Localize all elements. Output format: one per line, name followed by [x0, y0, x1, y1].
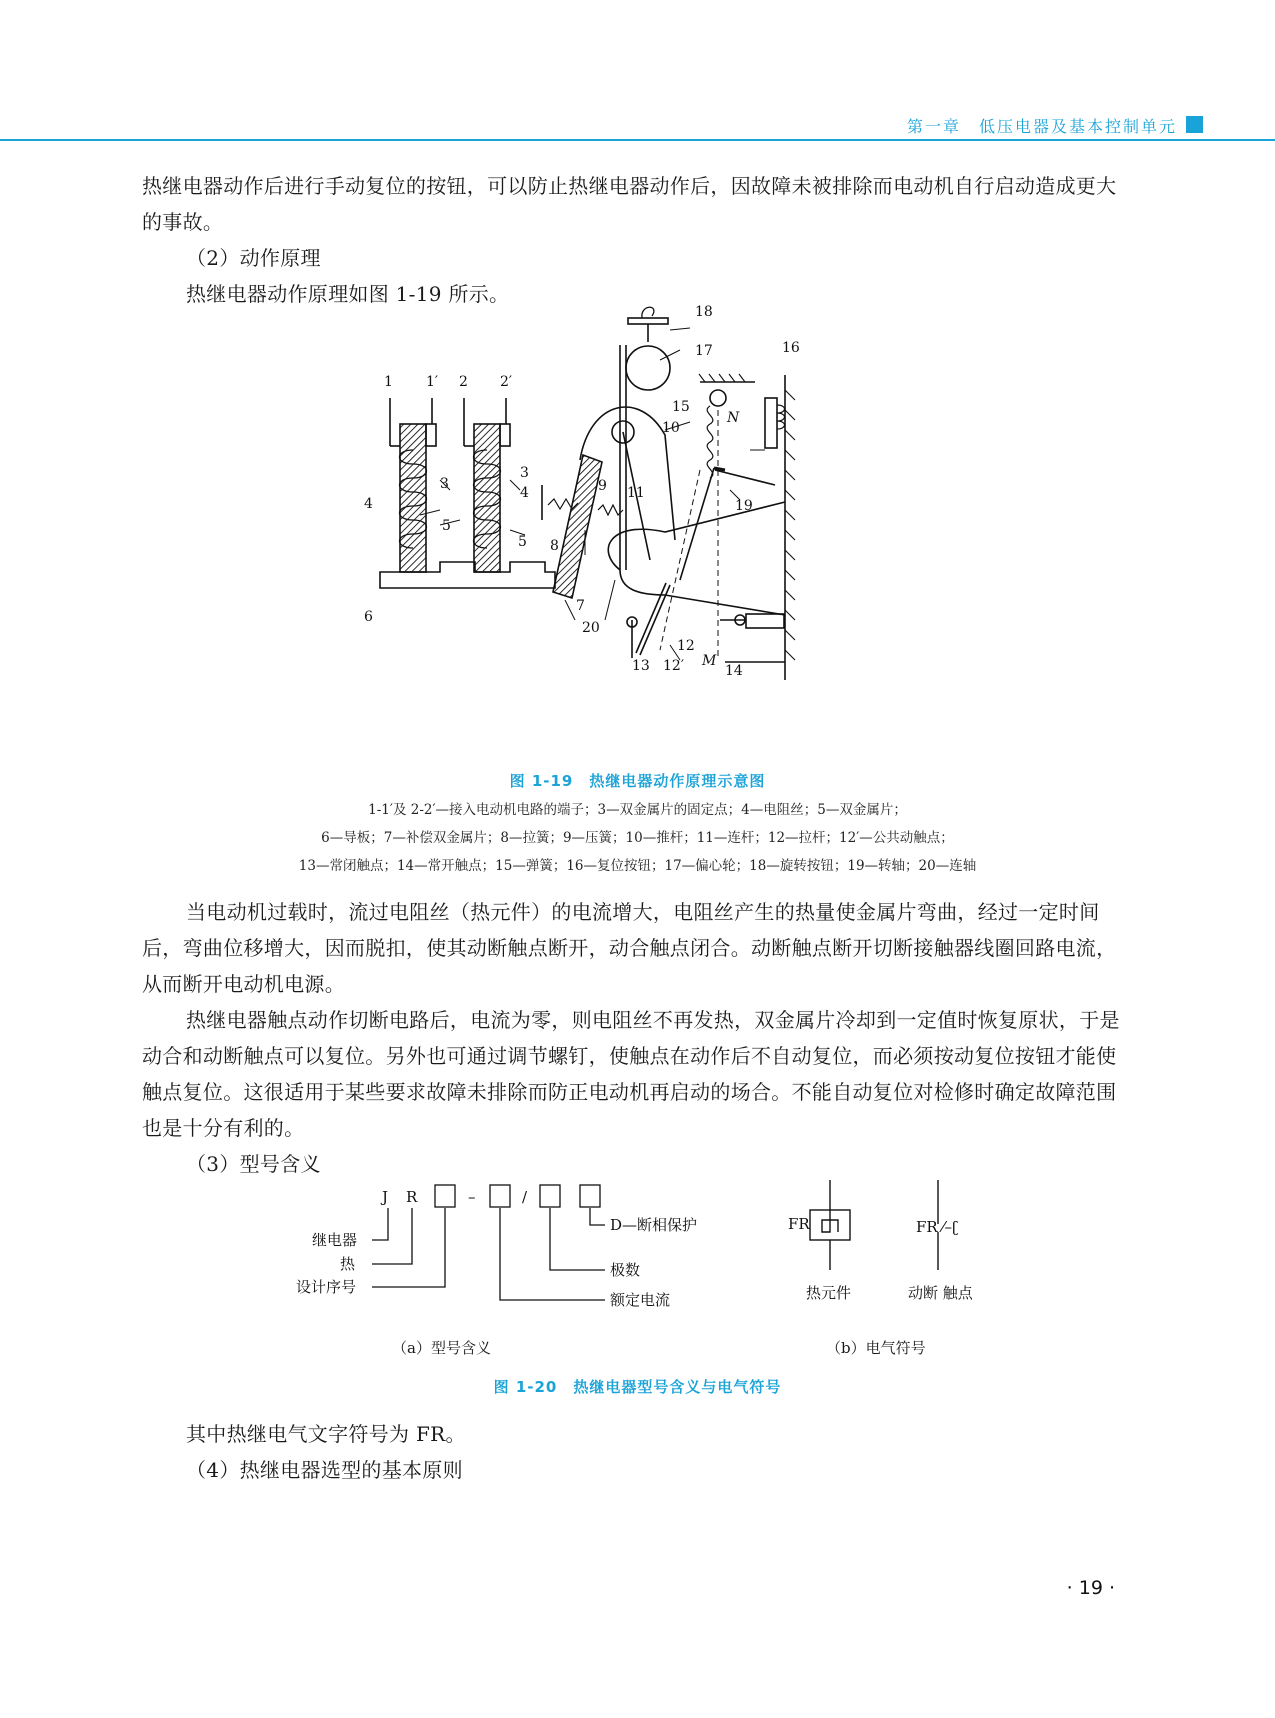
symbol-label-nc-contact: 动断 触点	[908, 1284, 973, 1302]
model-dash: –	[468, 1188, 476, 1206]
text-block-top	[142, 168, 1134, 312]
symbol-contact-glyph: ⁄–ʗ	[942, 1218, 959, 1236]
fig19-label-18: 18	[695, 304, 713, 320]
paragraph-2: （2）动作原理	[186, 246, 321, 270]
paragraph-4: 当电动机过载时，流过电阻丝（热元件）的电流增大，电阻丝产生的热量使金属片弯曲，经过一定时间后，弯曲位移增大，因而脱扣，使其动断触点断开，动合触点闭合。动断触点断开切断接触器线圈回路电流，从而断开电动机电源。	[142, 900, 1117, 996]
legend-line: 13—常闭触点；14—常开触点；15—弹簧；16—复位按钮；17—偏心轮；18—旋转按钮；19—转轴；20—连轴	[298, 858, 977, 874]
fig19-label-12p: 12′	[663, 658, 684, 674]
model-slash: /	[522, 1188, 528, 1206]
paragraph-6: （3）型号含义	[186, 1152, 321, 1176]
figure-1-20b-subcaption: （b）电气符号	[826, 1339, 926, 1357]
chapter-header-title: 第一章 低压电器及基本控制单元	[906, 117, 1177, 136]
fig19-label-1p: 1′	[426, 374, 439, 390]
legend-line: 6—导板；7—补偿双金属片；8—拉簧；9—压簧；10—推杆；11—连杆；12—拉杆；12′—公共动触点；	[321, 830, 954, 846]
model-label-thermal: 热	[340, 1255, 356, 1273]
text-block-middle	[142, 894, 1134, 1182]
paragraph-5: 热继电器触点动作切断电路后，电流为零，则电阻丝不再发热，双金属片冷却到一定值时恢复原状，于是动合和动断触点可以复位。另外也可通过调节螺钉，使触点在动作后不自动复位，而必须按动复位按钮才能使触点复位。这很适用于某些要求故障未排除而防正电动机再启动的场合。不能自动复位对检修时确定故障范围也是十分有利的。	[142, 1008, 1120, 1140]
fig19-label-9: 9	[598, 478, 607, 494]
symbol-label-heater-element: 热元件	[806, 1284, 852, 1302]
page-number: · 19 ·	[1066, 1577, 1115, 1599]
fig19-label-2p: 2′	[500, 374, 513, 390]
fig19-label-3b: 3	[520, 465, 529, 481]
fig19-label-6: 6	[364, 609, 373, 625]
model-letter-J: J	[382, 1188, 389, 1206]
fig19-label-4b: 4	[520, 485, 529, 501]
fig19-label-20: 20	[582, 620, 600, 636]
paragraph-1: 热继电器动作后进行手动复位的按钮，可以防止热继电器动作后，因故障未被排除而电动机自行启动造成更大的事故。	[142, 174, 1117, 234]
fig19-label-4a: 4	[364, 496, 373, 512]
figure-1-20a-subcaption: （a）型号含义	[392, 1339, 491, 1357]
figure-1-19-legend	[0, 796, 1275, 880]
fig19-label-12: 12	[677, 638, 695, 654]
fig19-label-5a: 5	[442, 518, 451, 534]
legend-line: 1-1′及 2-2′—接入电动机电路的端子；3—双金属片的固定点；4—电阻丝；5—双金属片；	[368, 802, 907, 818]
figure-1-20-caption: 图 1-20 热继电器型号含义与电气符号	[493, 1378, 782, 1396]
fig19-label-N: N	[727, 410, 740, 426]
fig19-label-15: 15	[672, 399, 690, 415]
figure-1-20b-symbol-diagram	[780, 1180, 1010, 1310]
paragraph-8: （4）热继电器选型的基本原则	[186, 1458, 463, 1482]
fig19-label-16: 16	[782, 340, 800, 356]
figure-1-19-diagram	[364, 304, 900, 750]
model-label-design-no: 设计序号	[296, 1278, 357, 1296]
fig19-label-13: 13	[632, 658, 650, 674]
model-letter-R: R	[406, 1188, 418, 1206]
text-block-bottom	[142, 1416, 1134, 1488]
fig19-label-7: 7	[576, 598, 585, 614]
model-label-rated-current: 额定电流	[610, 1291, 671, 1309]
fig19-label-19: 19	[735, 498, 753, 514]
paragraph-3: 热继电器动作原理如图 1-19 所示。	[186, 282, 510, 306]
model-label-relay: 继电器	[312, 1231, 358, 1249]
paragraph-7: 其中热继电气文字符号为 FR。	[186, 1422, 466, 1446]
fig19-label-8: 8	[550, 538, 559, 554]
header-rule	[0, 139, 1275, 141]
fig19-label-14: 14	[725, 663, 743, 679]
fig19-label-5b: 5	[518, 534, 527, 550]
fig19-label-1: 1	[384, 374, 393, 390]
fig19-label-17: 17	[695, 343, 713, 359]
symbol-label-FR-contact: FR	[916, 1218, 938, 1236]
fig19-label-11: 11	[627, 485, 645, 501]
header-square-mark	[1186, 116, 1203, 133]
fig19-label-10: 10	[662, 420, 680, 436]
fig19-label-3a: 3	[440, 476, 449, 492]
figure-1-20a-model-diagram	[296, 1180, 740, 1325]
fig19-label-M: M	[702, 653, 717, 669]
fig19-label-2: 2	[459, 374, 468, 390]
model-label-phase-protection: D—断相保护	[610, 1216, 698, 1234]
symbol-label-FR-heater: FR	[788, 1215, 810, 1233]
figure-1-19-caption: 图 1-19 热继电器动作原理示意图	[509, 772, 766, 790]
model-label-poles: 极数	[610, 1261, 641, 1279]
